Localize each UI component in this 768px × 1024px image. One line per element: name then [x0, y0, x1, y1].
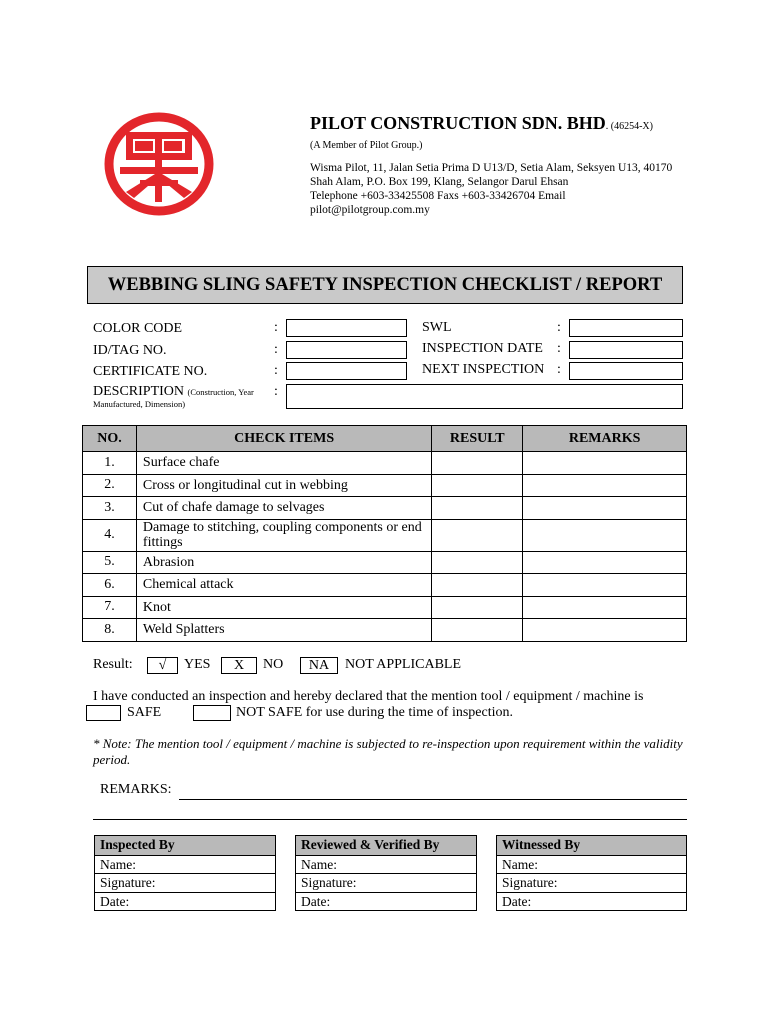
yes-mark-box: √ — [147, 657, 178, 674]
no-label: NO — [263, 657, 284, 672]
reviewed-by-signature[interactable]: Signature: — [296, 873, 476, 892]
witnessed-by-block — [496, 835, 687, 911]
witnessed-by-title: Witnessed By — [497, 836, 686, 855]
next-inspection-field[interactable] — [569, 362, 683, 380]
inspected-by-date[interactable]: Date: — [95, 892, 275, 911]
not-safe-label: NOT SAFE for use during the time of inspection. — [236, 705, 513, 720]
row-result[interactable] — [432, 574, 523, 597]
inspection-date-label: INSPECTION DATE — [422, 341, 543, 356]
row-item: Damage to stitching, coupling components or end fittings — [136, 519, 431, 551]
checklist-table — [82, 425, 687, 642]
row-item: Abrasion — [136, 551, 431, 574]
reviewed-by-title: Reviewed & Verified By — [296, 836, 476, 855]
remarks-line-2[interactable] — [93, 819, 687, 820]
company-name-text: PILOT CONSTRUCTION SDN. BHD — [310, 113, 606, 133]
colon: : — [274, 363, 278, 378]
table-row — [83, 596, 687, 619]
row-remarks[interactable] — [523, 474, 687, 497]
colon: : — [274, 384, 278, 399]
row-remarks[interactable] — [523, 574, 687, 597]
address-line: Wisma Pilot, 11, Jalan Setia Prima D U13/D, Setia Alam, Seksyen U13, 40170 — [310, 162, 673, 174]
witnessed-by-date[interactable]: Date: — [497, 892, 686, 911]
pilot-group-logo-icon — [104, 112, 214, 216]
next-inspection-label: NEXT INSPECTION — [422, 362, 545, 377]
col-header-remarks: REMARKS — [523, 426, 687, 452]
row-no: 6. — [83, 574, 137, 597]
row-remarks[interactable] — [523, 452, 687, 475]
row-no: 5. — [83, 551, 137, 574]
col-header-result: RESULT — [432, 426, 523, 452]
company-name — [310, 112, 740, 138]
row-item: Knot — [136, 596, 431, 619]
row-result[interactable] — [432, 497, 523, 520]
colon: : — [274, 320, 278, 335]
row-no: 3. — [83, 497, 137, 520]
row-result[interactable] — [432, 519, 523, 551]
row-no: 8. — [83, 619, 137, 642]
address-line: Telephone +603-33425508 Faxs +603-33426704 Email — [310, 190, 566, 202]
table-row — [83, 551, 687, 574]
colon: : — [557, 341, 561, 356]
colon: : — [274, 342, 278, 357]
row-no: 4. — [83, 519, 137, 551]
description-field[interactable] — [286, 384, 683, 409]
inspected-by-name[interactable]: Name: — [95, 855, 275, 874]
table-header-row — [83, 426, 687, 452]
row-result[interactable] — [432, 474, 523, 497]
row-remarks[interactable] — [523, 519, 687, 551]
row-item: Cross or longitudinal cut in webbing — [136, 474, 431, 497]
reviewed-by-name[interactable]: Name: — [296, 855, 476, 874]
na-mark-box: NA — [300, 657, 338, 674]
row-no: 7. — [83, 596, 137, 619]
row-item: Cut of chafe damage to selvages — [136, 497, 431, 520]
row-result[interactable] — [432, 596, 523, 619]
address-line: Shah Alam, P.O. Box 199, Klang, Selangor Darul Ehsan — [310, 176, 569, 188]
row-result[interactable] — [432, 619, 523, 642]
id-tag-field[interactable] — [286, 341, 407, 359]
row-no: 1. — [83, 452, 137, 475]
description-hint: (Construction, Year — [187, 387, 254, 397]
certificate-no-field[interactable] — [286, 362, 407, 380]
report-title: WEBBING SLING SAFETY INSPECTION CHECKLIST / REPORT — [107, 274, 663, 295]
row-remarks[interactable] — [523, 551, 687, 574]
row-item: Weld Splatters — [136, 619, 431, 642]
swl-field[interactable] — [569, 319, 683, 337]
na-label: NOT APPLICABLE — [345, 657, 462, 672]
certificate-no-label: CERTIFICATE NO. — [93, 364, 208, 379]
description-label-text: DESCRIPTION — [93, 384, 185, 399]
id-tag-label: ID/TAG NO. — [93, 343, 167, 358]
row-result[interactable] — [432, 551, 523, 574]
report-title-box — [87, 266, 683, 304]
row-item: Chemical attack — [136, 574, 431, 597]
table-row — [83, 452, 687, 475]
remarks-line[interactable] — [179, 799, 687, 800]
color-code-label: COLOR CODE — [93, 321, 183, 336]
address-line: pilot@pilotgroup.com.my — [310, 204, 430, 216]
declaration-text: I have conducted an inspection and hereby declared that the mention tool / equipment / machine is — [93, 689, 644, 704]
table-row — [83, 497, 687, 520]
reinspection-note: * Note: The mention tool / equipment / machine is subjected to re-inspection upon requirement within the validity period. — [93, 736, 683, 767]
yes-label: YES — [184, 657, 211, 672]
table-row — [83, 519, 687, 551]
witnessed-by-signature[interactable]: Signature: — [497, 873, 686, 892]
row-remarks[interactable] — [523, 619, 687, 642]
company-address — [310, 161, 740, 217]
company-member-note: (A Member of Pilot Group.) — [310, 140, 423, 151]
no-mark-box: X — [221, 657, 257, 674]
reviewed-by-block — [295, 835, 477, 911]
reviewed-by-date[interactable]: Date: — [296, 892, 476, 911]
color-code-field[interactable] — [286, 319, 407, 337]
company-reg-no: . (46254-X) — [605, 121, 653, 132]
row-result[interactable] — [432, 452, 523, 475]
colon: : — [557, 362, 561, 377]
colon: : — [557, 320, 561, 335]
row-remarks[interactable] — [523, 497, 687, 520]
remarks-label: REMARKS: — [100, 782, 172, 797]
row-item: Surface chafe — [136, 452, 431, 475]
result-legend-label: Result: — [93, 657, 133, 672]
col-header-no: NO. — [83, 426, 137, 452]
inspected-by-block — [94, 835, 276, 911]
description-hint-2: Manufactured, Dimension) — [93, 399, 186, 409]
not-safe-checkbox[interactable] — [193, 705, 231, 721]
row-no: 2. — [83, 474, 137, 497]
row-remarks[interactable] — [523, 596, 687, 619]
witnessed-by-name[interactable]: Name: — [497, 855, 686, 874]
table-row — [83, 619, 687, 642]
company-header — [310, 112, 740, 217]
inspected-by-signature[interactable]: Signature: — [95, 873, 275, 892]
table-row — [83, 474, 687, 497]
safe-checkbox[interactable] — [86, 705, 121, 721]
swl-label: SWL — [422, 320, 452, 335]
table-row — [83, 574, 687, 597]
col-header-check-items: CHECK ITEMS — [136, 426, 431, 452]
description-label — [93, 384, 254, 400]
inspected-by-title: Inspected By — [95, 836, 275, 855]
inspection-date-field[interactable] — [569, 341, 683, 359]
safe-label: SAFE — [127, 705, 162, 720]
